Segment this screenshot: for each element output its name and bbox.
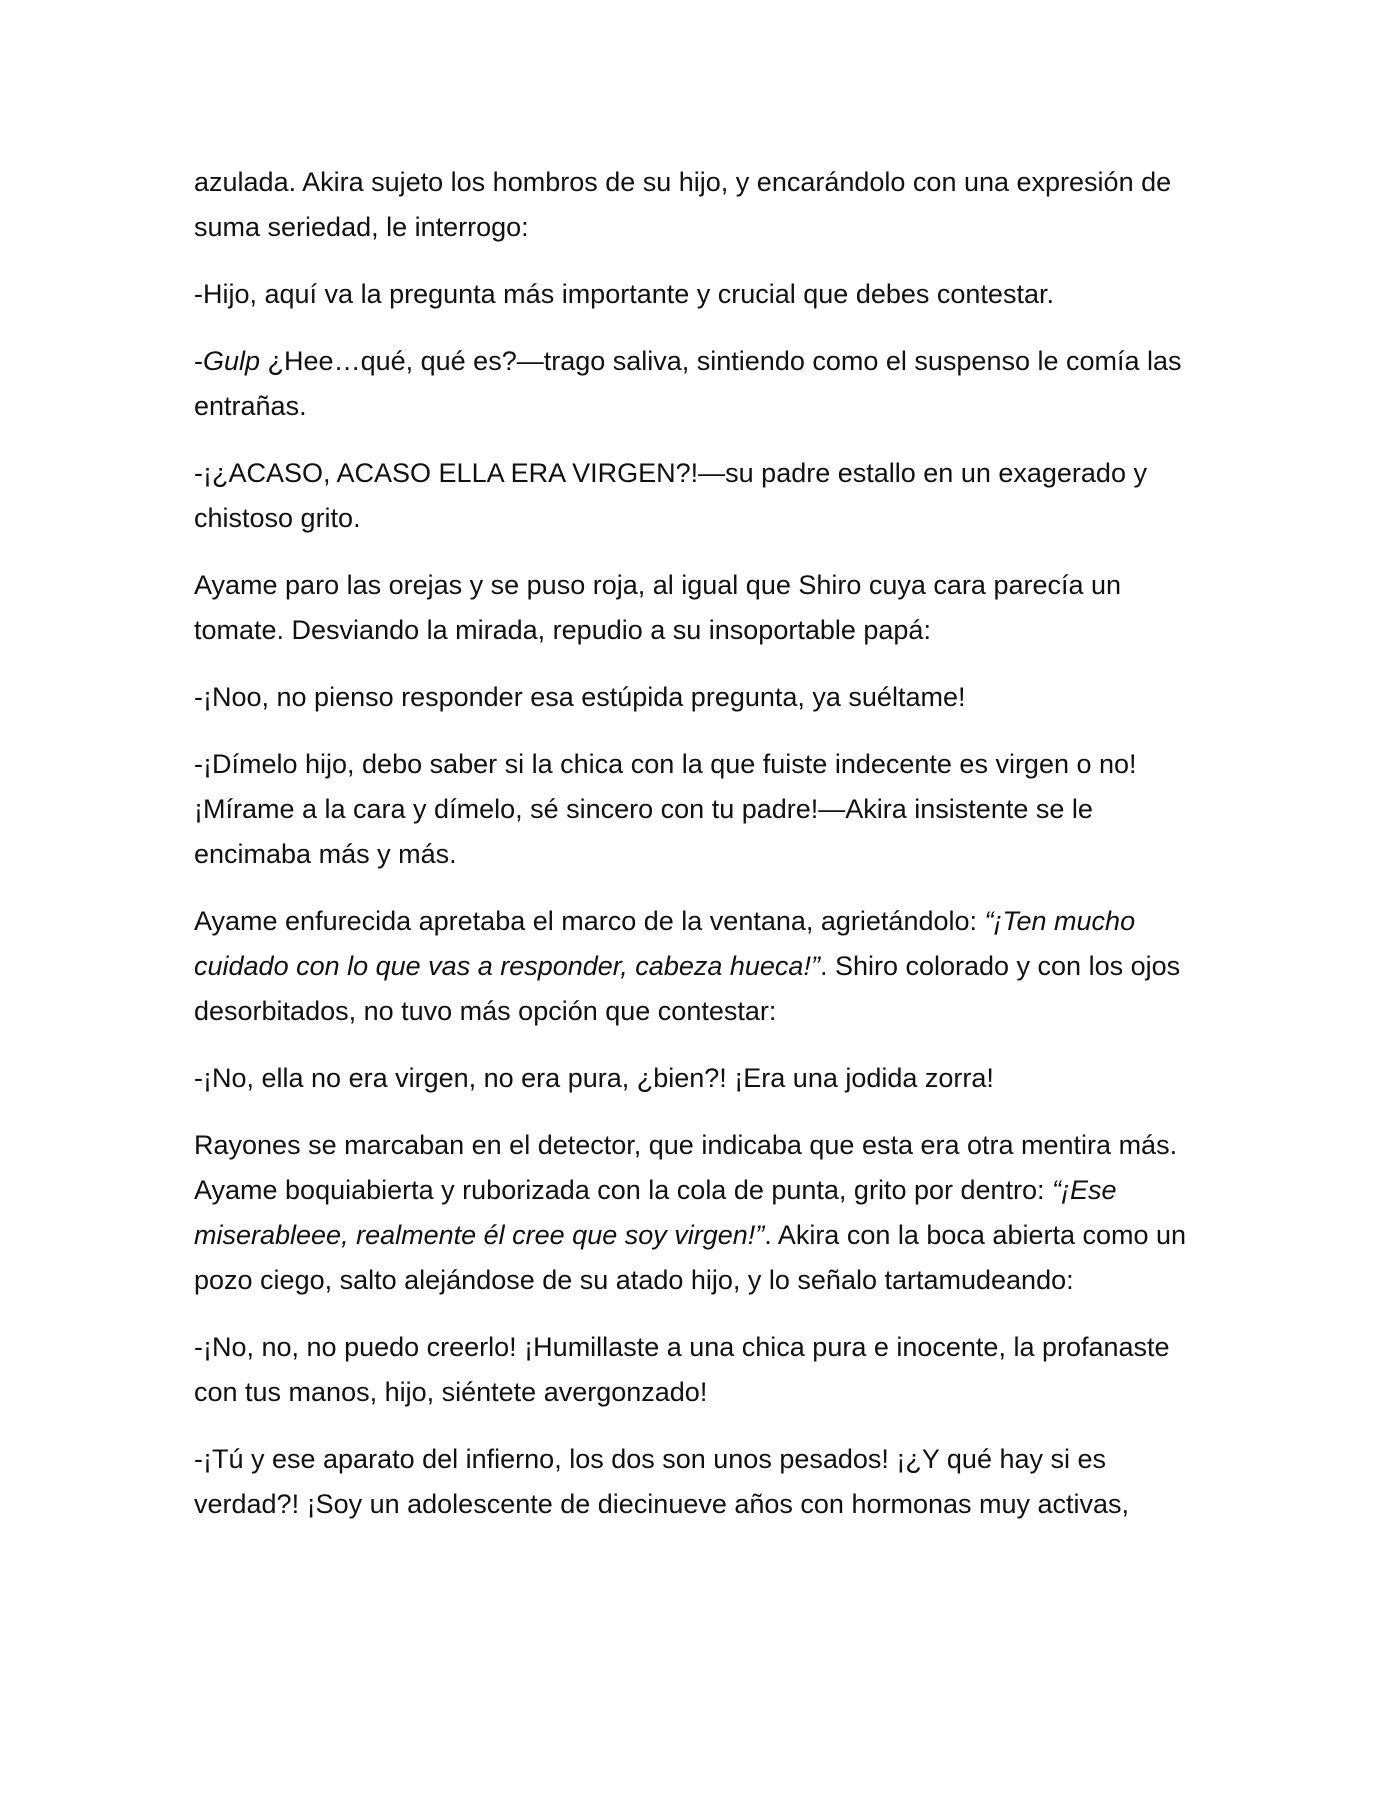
paragraph-text: ¿Hee…qué, qué es?—trago saliva, sintiendo como el suspenso le comía las entrañas. xyxy=(194,346,1182,421)
paragraph-text: azulada. Akira sujeto los hombros de su hijo, y encarándolo con una expresión de suma seriedad, le interrogo: xyxy=(194,167,1172,242)
paragraph xyxy=(194,1123,1204,1303)
italic-text: Gulp xyxy=(203,346,261,376)
paragraph-text: Ayame paro las orejas y se puso roja, al igual que Shiro cuya cara parecía un tomate. Desviando la mirada, repudio a su insoportable papá: xyxy=(194,570,1122,645)
paragraph-text: -¡No, ella no era virgen, no era pura, ¿bien?! ¡Era una jodida zorra! xyxy=(194,1063,994,1093)
paragraph-text: -¡Noo, no pienso responder esa estúpida pregunta, ya suéltame! xyxy=(194,682,966,712)
paragraph-text: -¡Dímelo hijo, debo saber si la chica con la que fuiste indecente es virgen o no! ¡Mírame a la cara y dímelo, sé sincero con tu padre!—Akira insistente se le encimaba más y más. xyxy=(194,749,1137,869)
paragraph-text: -¡No, no, no puedo creerlo! ¡Humillaste a una chica pura e inocente, la profanaste con tus manos, hijo, siéntete avergonzado! xyxy=(194,1332,1170,1407)
paragraph-text: . Akira con la boca abierta como un pozo ciego, salto alejándose de su atado hijo, y lo señalo tartamudeando: xyxy=(194,1220,1187,1295)
paragraph xyxy=(194,742,1204,877)
paragraph-text: -Hijo, aquí va la pregunta más importante y crucial que debes contestar. xyxy=(194,279,1054,309)
paragraph-text: -¡¿ACASO, ACASO ELLA ERA VIRGEN?!—su padre estallo en un exagerado y chistoso grito. xyxy=(194,458,1147,533)
paragraph-text: -¡Tú y ese aparato del infierno, los dos son unos pesados! ¡¿Y qué hay si es verdad?! ¡Soy un adolescente de diecinueve años con hormonas muy activas, xyxy=(194,1444,1130,1519)
paragraph xyxy=(194,563,1204,653)
paragraph-text: Ayame enfurecida apretaba el marco de la ventana, agrietándolo: xyxy=(194,906,985,936)
italic-text: “¡Ten mucho cuidado con lo que vas a responder, cabeza hueca!” xyxy=(194,906,1136,981)
paragraph-text: Rayones se marcaban en el detector, que indicaba que esta era otra mentira más. Ayame boquiabierta y ruborizada con la cola de punta, grito por dentro: xyxy=(194,1130,1178,1205)
document-page xyxy=(194,160,1204,1549)
paragraph xyxy=(194,1437,1204,1527)
paragraph xyxy=(194,1056,1204,1101)
paragraph-text: . Shiro colorado y con los ojos desorbitados, no tuvo más opción que contestar: xyxy=(194,951,1181,1026)
paragraph xyxy=(194,899,1204,1034)
italic-text: “¡Ese miserableee, realmente él cree que soy virgen!” xyxy=(194,1175,1117,1250)
paragraph xyxy=(194,1325,1204,1415)
paragraph xyxy=(194,675,1204,720)
paragraph xyxy=(194,451,1204,541)
paragraph xyxy=(194,272,1204,317)
paragraph xyxy=(194,339,1204,429)
paragraph-text: - xyxy=(194,346,203,376)
paragraph xyxy=(194,160,1204,250)
